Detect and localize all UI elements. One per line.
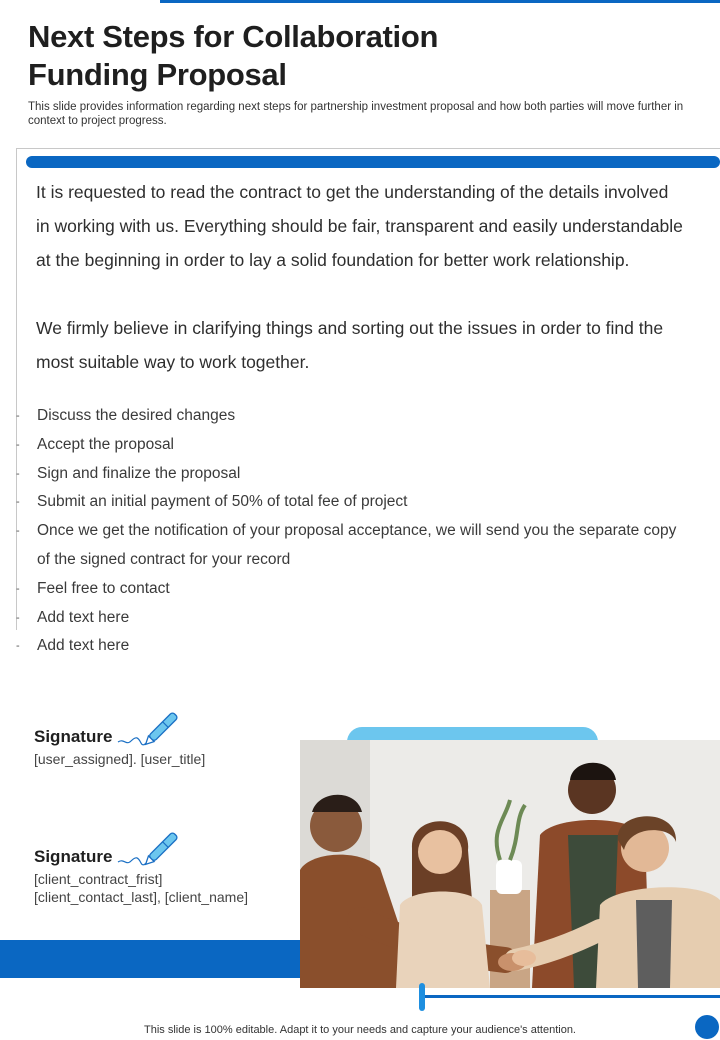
signature-label: Signature — [34, 847, 113, 866]
footer-timeline-line — [422, 995, 720, 998]
list-item-text: Once we get the notification of your proposal acceptance, we will send you the separate copy of the signed contract for your record — [37, 522, 677, 568]
list-item-text: Accept the proposal — [37, 435, 175, 453]
bullet-dash: - — [16, 582, 20, 595]
list-item-text: Add text here — [37, 637, 130, 655]
list-item-text: Feel free to contact — [37, 579, 170, 597]
signature-label: Signature — [34, 727, 113, 746]
signature-line: [client_contact_last], [client_name] — [34, 889, 249, 905]
bullet-dash: - — [16, 438, 20, 451]
next-steps-list — [16, 402, 686, 661]
footer-accent-dot — [695, 1015, 719, 1039]
handshake-illustration — [300, 740, 720, 988]
belief-paragraph: We firmly believe in clarifying things and sorting out the issues in order to find the most suitable way to work together. — [36, 318, 664, 372]
bullet-dash: - — [16, 410, 20, 422]
bullet-dash: - — [16, 467, 20, 480]
list-item — [16, 460, 686, 489]
signature-block-client — [34, 824, 314, 906]
footer-timeline-marker — [419, 983, 425, 1011]
pen-signature-icon — [116, 824, 186, 868]
title-line-2: Funding Proposal — [28, 57, 287, 92]
list-item — [16, 402, 686, 431]
top-accent-rule — [0, 0, 720, 4]
bullet-dash: - — [16, 496, 20, 509]
list-item — [16, 632, 686, 661]
list-item — [16, 575, 686, 604]
list-item — [16, 488, 686, 517]
bullet-dash: - — [16, 525, 20, 538]
signature-line: [client_contract_frist] — [34, 871, 163, 887]
list-item-text: Discuss the desired changes — [37, 407, 236, 424]
page-subtitle: This slide provides information regarding next steps for partnership investment proposal and how both parties will move further in context to project progress. — [28, 101, 684, 127]
page-title — [28, 18, 588, 94]
list-item-text: Add text here — [37, 608, 130, 626]
footer-accent-bar — [0, 940, 300, 978]
bullet-dash: - — [16, 611, 20, 624]
intro-paragraph: It is requested to read the contract to get the understanding of the details involved in working with us. Everything should be fair, transparent and easily understandable at the beginning in order to lay a solid foundation for better work relationship. — [36, 182, 683, 270]
list-item — [16, 604, 686, 633]
footer-note: This slide is 100% editable. Adapt it to your needs and capture your audience's attention. — [144, 1024, 576, 1036]
list-item — [16, 517, 686, 575]
content-header-bar — [26, 156, 720, 168]
pen-signature-icon — [116, 704, 186, 748]
bullet-dash: - — [16, 640, 20, 653]
signature-line: [user_assigned]. [user_title] — [34, 751, 206, 767]
signature-block-user — [34, 704, 314, 768]
list-item-text: Sign and finalize the proposal — [37, 464, 241, 482]
list-item — [16, 431, 686, 460]
list-item-text: Submit an initial payment of 50% of total fee of project — [37, 493, 408, 511]
team-handshake-photo — [300, 740, 720, 988]
title-line-1: Next Steps for Collaboration — [28, 19, 439, 54]
